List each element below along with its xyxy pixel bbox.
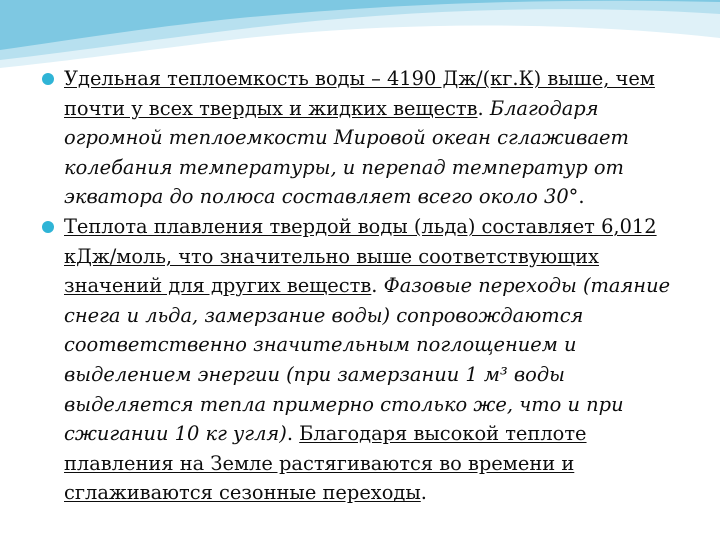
- punctuation: .: [420, 481, 427, 505]
- bullet-icon: [42, 221, 54, 233]
- slide-body: [42, 64, 692, 508]
- punctuation: .: [371, 274, 384, 298]
- heat-of-fusion-statement: Теплота плавления твердой воды (льда) составляет 6,012 кДж/моль, что значительно выше соответствующих значений для других веществ: [64, 214, 657, 298]
- punctuation: .: [578, 185, 585, 209]
- phase-transitions-text: Фазовые переходы (таяние снега и льда, замерзание воды) сопровождаются соответственно значительным поглощением и выделением энергии (при замерзании 1 м³ воды выделяется тепла примерно столько же, что и при сжигании 10 кг угля): [64, 274, 671, 446]
- bullet-specific-heat: [42, 64, 692, 212]
- bullet-heat-of-fusion: [42, 212, 692, 508]
- seasonal-transitions-statement: Благодаря высокой теплоте плавления на Земле растягиваются во времени и сглаживаются сезонные переходы: [64, 422, 587, 505]
- ocean-effect-text: Благодаря огромной теплоемкости Мировой океан сглаживает колебания температуры, и перепад температур от экватора до полюса составляет всего около 30°: [64, 96, 629, 209]
- bullet-icon: [42, 73, 54, 85]
- punctuation: .: [286, 422, 300, 446]
- specific-heat-statement: Удельная теплоемкость воды – 4190 Дж/(кг.К) выше, чем почти у всех твердых и жидких веществ: [64, 67, 655, 120]
- punctuation: .: [477, 96, 490, 120]
